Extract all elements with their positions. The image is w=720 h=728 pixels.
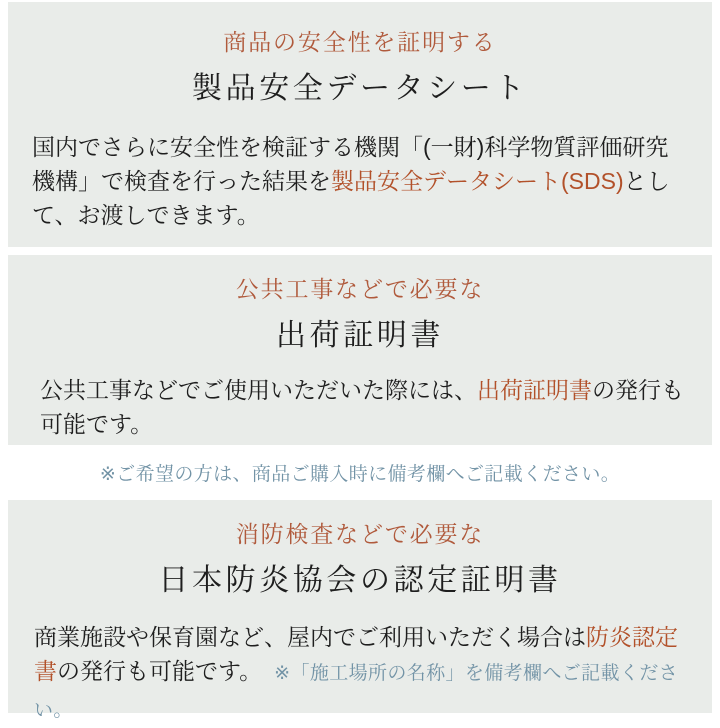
sds-body [32, 130, 688, 232]
sds-body-after: として、お渡しできます。 [32, 168, 670, 228]
panel-product-safety-data-sheet [8, 2, 712, 247]
fireproof-tagline: 消防検査などで必要な [235, 522, 485, 547]
fireproof-body-after: の発行も可能です。 [57, 658, 263, 684]
shipment-tagline: 公共工事などで必要な [235, 277, 485, 302]
fireproof-title: 日本防炎協会の認定証明書 [158, 564, 562, 597]
installation-site-note: ※「施工場所の名称」を備考欄へご記載ください。 [34, 663, 679, 721]
panel-shipment-certificate [8, 255, 712, 445]
shipment-body-accent: 出荷証明書 [477, 377, 592, 403]
purchase-remarks-note: ※ご希望の方は、商品ご購入時に備考欄へご記載ください。 [99, 464, 621, 485]
shipment-body [32, 373, 688, 441]
sds-body-accent: 製品安全データシート(SDS) [331, 168, 624, 194]
fireproof-body [32, 620, 688, 728]
sds-tagline: 商品の安全性を証明する [223, 30, 497, 55]
sds-title: 製品安全データシート [192, 72, 528, 105]
fireproof-body-before: 商業施設や保育園など、屋内でご利用いただく場合は [34, 624, 586, 650]
shipment-body-after: の発行も可能です。 [40, 377, 684, 437]
shipment-title: 出荷証明書 [276, 319, 444, 352]
fireproof-body-accent: 防炎認定書 [34, 624, 678, 684]
sds-body-before: 国内でさらに安全性を検証する機関「(一財)科学物質評価研究機構」で検査を行った結果を [32, 134, 669, 194]
shipment-body-before: 公共工事などでご使用いただいた際には、 [40, 377, 477, 403]
panel-fireproof-certificate [8, 500, 712, 721]
purchase-remarks-note-row [8, 445, 712, 500]
